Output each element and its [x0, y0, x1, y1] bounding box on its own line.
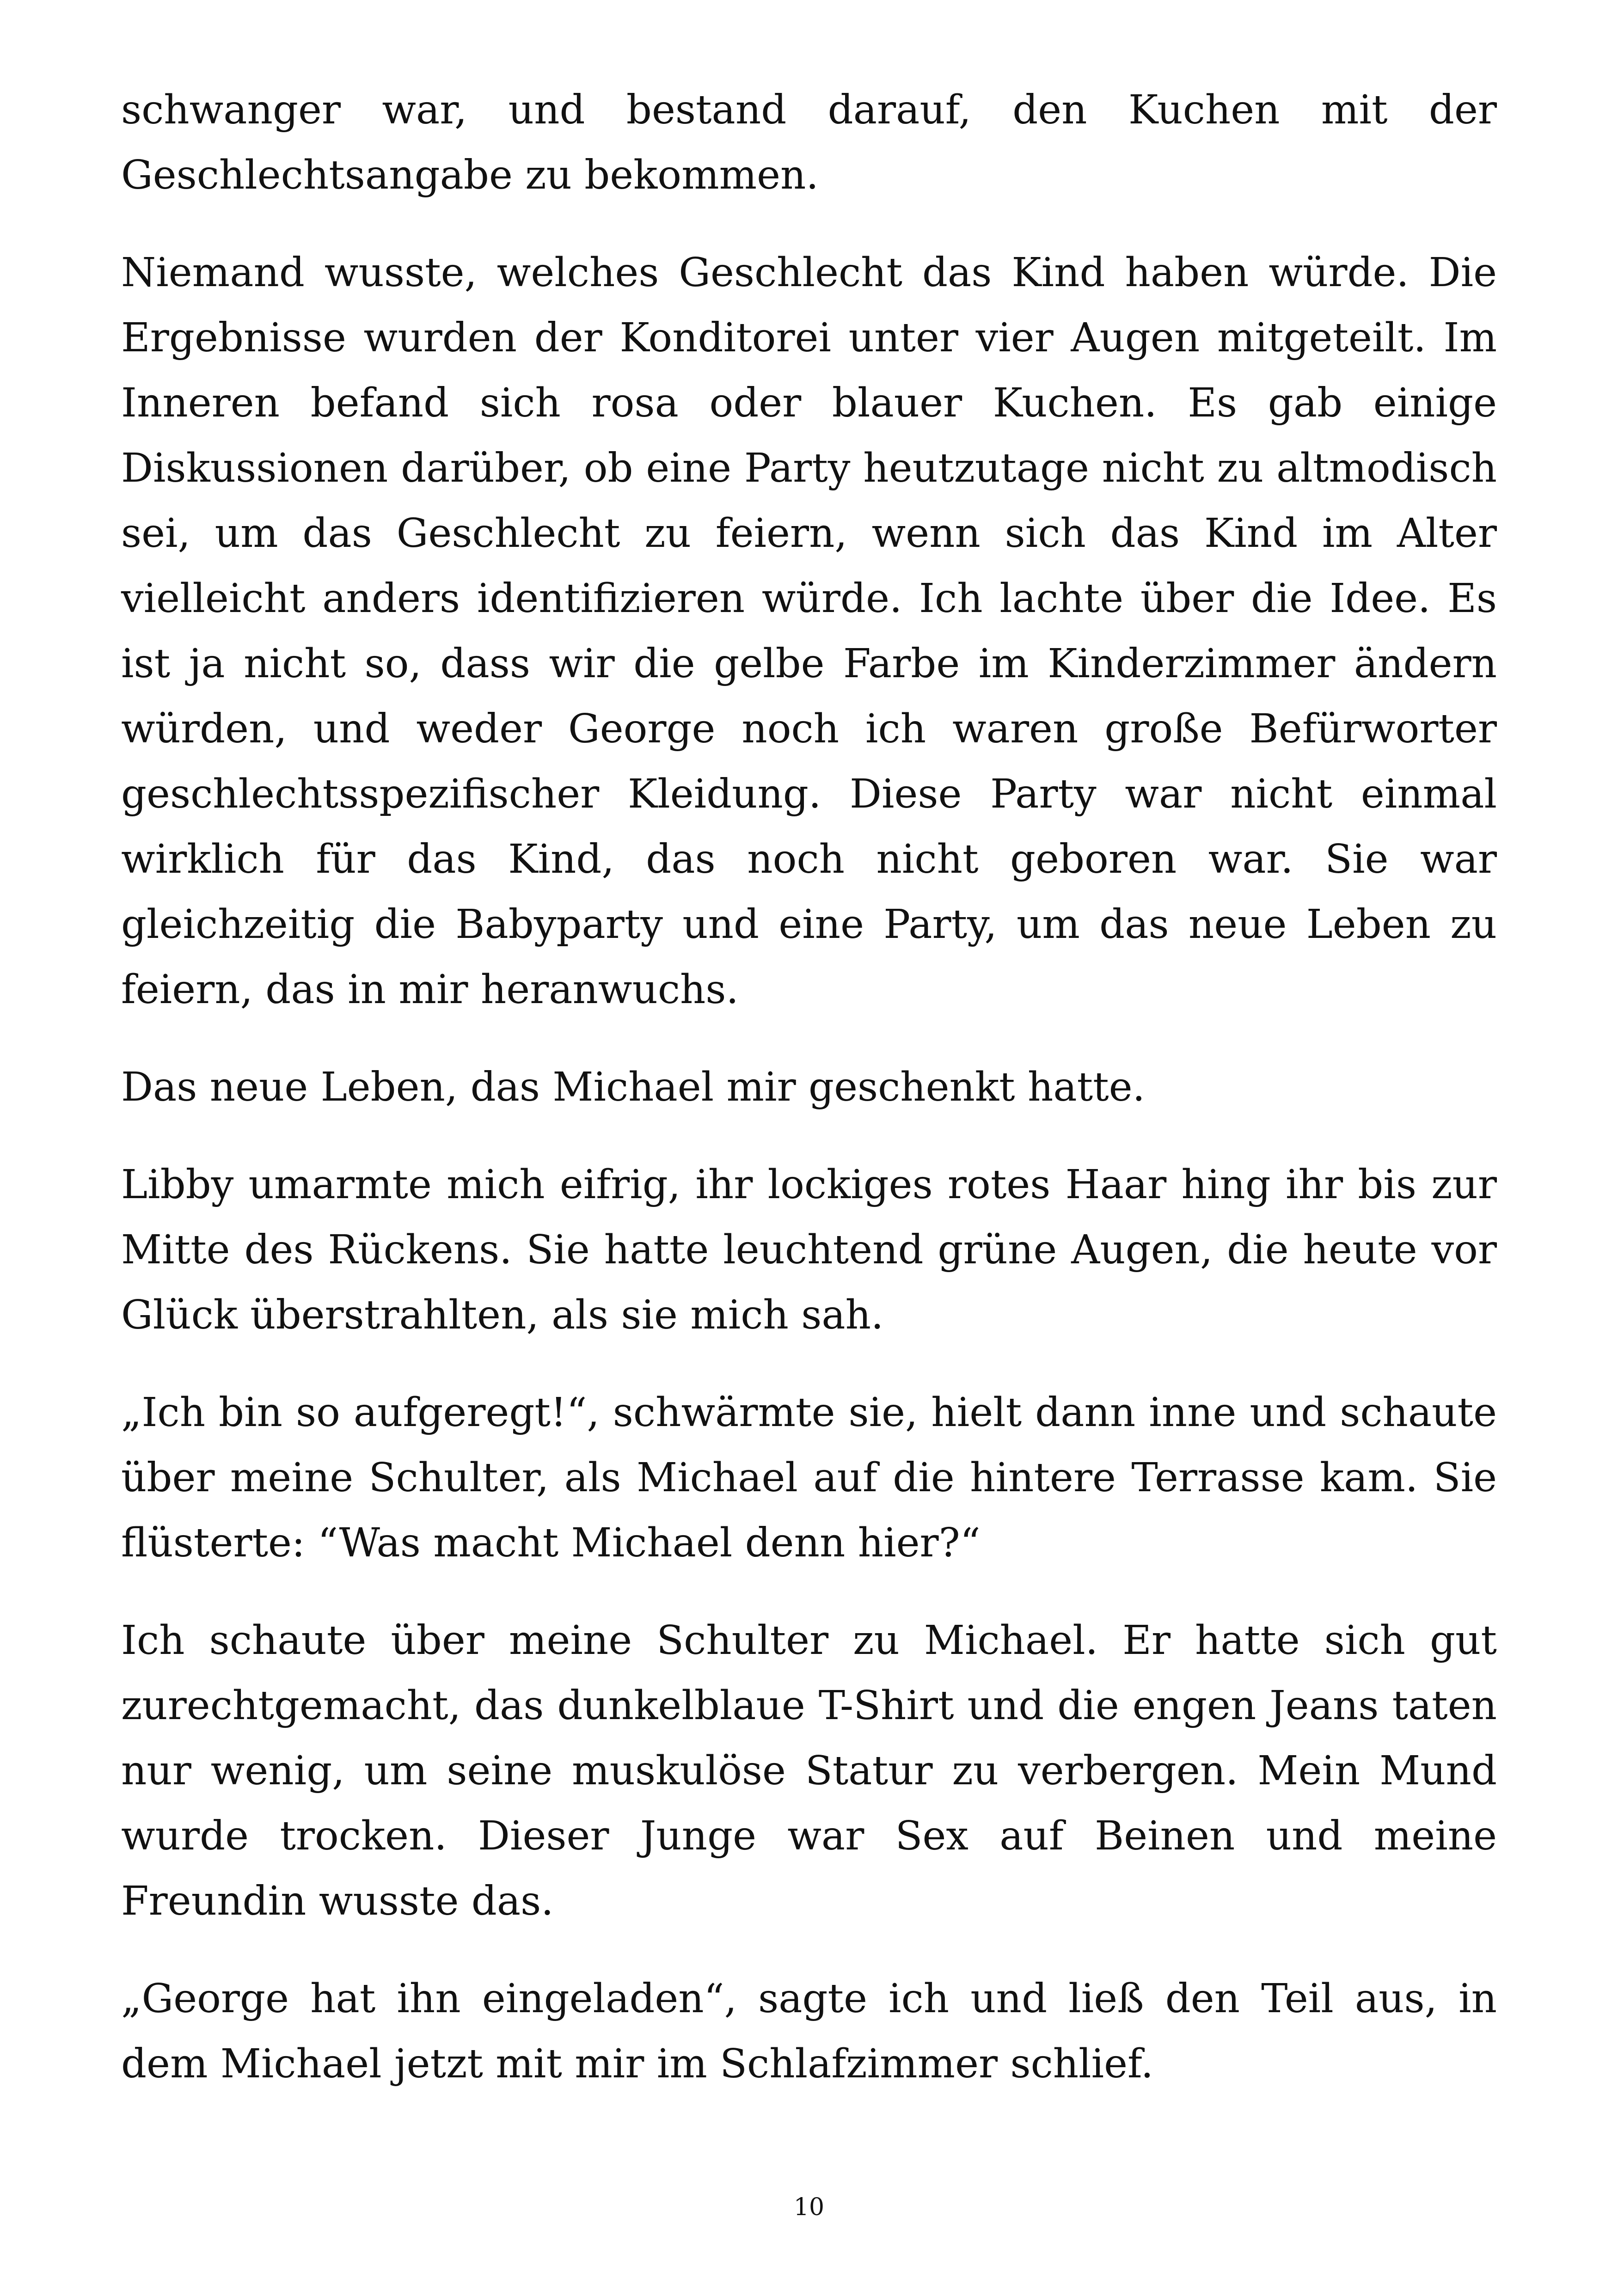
paragraph-5: „Ich bin so aufgeregt!“, schwärmte sie, hielt dann inne und schaute über meine Schulter, als Michael auf die hintere Terrasse kam. Sie flüsterte: “Was macht Michael denn hier?“ [121, 1390, 1497, 1566]
page-number: 10 [793, 2193, 825, 2221]
paragraph-7: „George hat ihn eingeladen“, sagte ich und ließ den Teil aus, in dem Michael jetzt mit mir im Schlafzimmer schlief. [121, 1976, 1497, 2087]
paragraph-6: Ich schaute über meine Schulter zu Michael. Er hatte sich gut zurechtgemacht, das dunkelblaue T-Shirt und die engen Jeans taten nur wenig, um seine muskulöse Statur zu verbergen. Mein Mund wurde trocken. Dieser Junge war Sex auf Beinen und meine Freundin wusste das. [121, 1617, 1497, 1924]
paragraph-3: Das neue Leben, das Michael mir geschenkt hatte. [121, 1064, 1145, 1110]
paragraph-2: Niemand wusste, welches Geschlecht das Kind haben würde. Die Ergebnisse wurden der Konditorei unter vier Augen mitgeteilt. Im Inneren befand sich rosa oder blauer Kuchen. Es gab einige Diskussionen darüber, ob eine Party heutzutage nicht zu altmodisch sei, um das Geschlecht zu feiern, wenn sich das Kind im Alter vielleicht anders identifizieren würde. Ich lachte über die Idee. Es ist ja nicht so, dass wir die gelbe Farbe im Kinderzimmer ändern würden, und weder George noch ich waren große Befürworter geschlechtsspezifischer Kleidung. Diese Party war nicht einmal wirklich für das Kind, das noch nicht geboren war. Sie war gleichzeitig die Babyparty und eine Party, um das neue Leben zu feiern, das in mir heranwuchs. [121, 250, 1497, 1013]
page-body [121, 78, 1497, 2097]
paragraph-4: Libby umarmte mich eifrig, ihr lockiges rotes Haar hing ihr bis zur Mitte des Rückens. Sie hatte leuchtend grüne Augen, die heute vor Glück überstrahlten, als sie mich sah. [121, 1162, 1497, 1338]
paragraph-1: schwanger war, und bestand darauf, den Kuchen mit der Geschlechtsangabe zu bekommen. [121, 87, 1497, 198]
